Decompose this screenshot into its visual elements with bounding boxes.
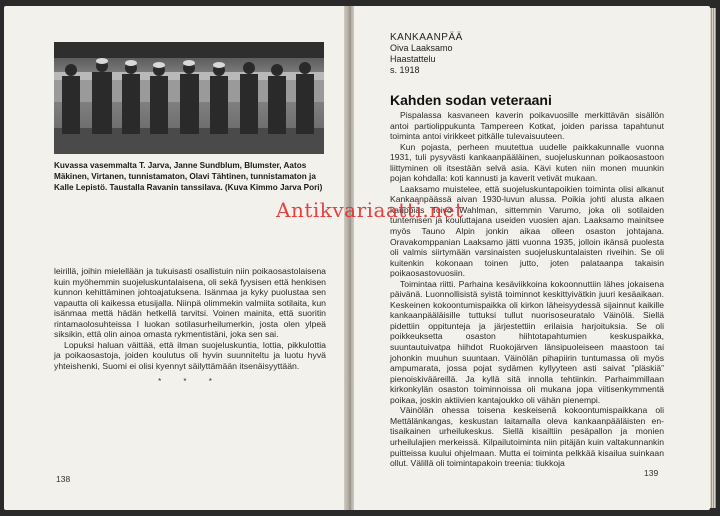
right-page-text [390,110,664,469]
section-separator: * * * [158,377,222,386]
left-page [4,6,346,510]
header-place: KANKAANPÄÄ [390,32,463,43]
photo-caption: Kuvassa vasemmalta T. Jarva, Janne Sundblum, Blumster, Aatos Mäkinen, Virtanen, tunnistamaton, Olavi Tähtinen, tunnistamaton ja Kalle Lepistö. Taustalla Ravanin tanssilava. (Kuva Kimmo Jarva Pori) [54,161,323,192]
header-author: Oiva Laaksamo [390,43,453,53]
right-paragraph: Toimintaa riitti. Parhaina kesäviikkoina kokoonnuttiin lähes jokaisena päivänä. Luonnollisistä syistä toiminnot keskittyivätkin juuri kesäaikaan. Keskeinen kokoontumispaikka oli kirkon läheisyydessä sijainnut kaikille kankaanpääläisille tuttuksi tullut nuorisoseuratalo Väinölä. Siellä pidettiin oppitunteja ja järjestettiin erilaisia harjoituksia. Se oli poikkeuksetta osaston hiihtotapahtumien keskuspaikka, suuntautuivatpa hiihdot Ruokojärven länsipuoleiseen maastoon tai johonkin muuhun suuntaan. Väinölän pihapiirin tuntumassa oli myös ampumarata, jossa pojat sydämen kyllyyteen asti saivat ”pläskiä” pienoiskivääreillä. Ja kyllä sitä innolla tehtiinkin. Parhaimmillaan kirkonkylän osaston toiminnoissa oli mukana jopa viitisenkymmentä poikaa, joskin aktiivien kantajoukko oli vähän pienempi. [390,278,664,405]
right-paragraph: Väinölän ohessa toisena keskeisenä kokoontumispaikkana oli Mettälänkangas, keskustan laitamalla oleva kankaanpääläisten entisaikainen urheilukeskus. Siellä kisailtiin pesäpallon ja monien urheilulajien merkeissä. Kilpailutoiminta niin pitäjän kuin valtakunnankin puitteissa kuului ohjelmaan. Mutta ei toiminta pelkkää kisailua suinkaan ollut. Välillä oli toimintapakoin treenia: tiukkoja [390,405,664,469]
watermark-text: Antikvariaatti.net [276,198,464,222]
group-photo [54,42,324,154]
header-born: s. 1918 [390,65,420,75]
right-paragraph: Pispalassa kasvaneen kaverin poikavuosille merkittävän sisällön antoi partiolippukunta Tampereen Kotkat, joiden parissa tapahtunut toiminta antoi virikkeet pitkälle tulevaisuuteen. [390,110,664,142]
right-page [354,6,710,510]
article-title: Kahden sodan veteraani [390,92,552,108]
right-paragraph: Kun pojasta, perheen muutettua uudelle paikkakunnalle vuonna 1931, tuli pysyvästi kankaanpääläinen, suojeluskunnan poikaosastoon liittyminen oli itsestään selvä asia. Kävi kuten niin monen muunkin pojan kohdalla: koti kannusti ja kaverit vetivät mukaan. [390,141,664,184]
right-paragraph: Laaksamo muistelee, että suojeluskuntapoikien toiminta olisi alkanut Kankaanpäässä aivan 1930-luvun alussa. Poikia johti alusta alkaen kauppias Toivo Wahlman, sittemmin Varumo, joka oli sotilaiden tuntemisen ja kouluttajana useiden vuosien ajan. Laaksamo mainitsee myös Tauno Alpin jonkin aikaa olleen osaston johtajana. Oravakomppanian Laaksamo jätti vuonna 1935, jolloin ikänsä puolesta oli valmis siirtymään varsinaisten suojeluskuntalaisten riveihin. Se oli kuitenkin kokonaan toinen jutto, joten palataanpa takaisin poikaosastovuosiin. [390,183,664,279]
header-type: Haastattelu [390,54,436,64]
left-page-text [54,266,326,388]
article-header [390,32,463,76]
page-number-left: 138 [56,474,71,484]
page-number-right: 139 [644,468,659,478]
left-paragraph: Lopuksi haluan väittää, että ilman suojeluskuntia, lottia, pikkulottia ja poikaosastoja, joiden koulutus oli hyvin suunniteltu ja luotu hyvä yhteishenki, Suomi ei olisi kyennyt säilyttämään itsenäisyyttään. [54,339,326,371]
left-paragraph: leirillä, joihin mielellään ja tukuisasti osallistuin niin poikaosastolaisena kuin myöhemmin suojeluskuntalaisena, oli sekä fyysisen että henkisen kunnon kehittäminen johtoajatuksena. Isänmaa ja kyky puolustaa sen vapautta oli kaikessa etusijalla. Niinpä olimmekin valmiita sotilaita, kun isänmaa mettä hädän hetkellä tarvitsi. Voinen mainita, että suoritin rintamaolosuhteissa I luokan sotilasurheilumerkin, josta olen ylpeä siksikin, että olin ainoa omasta rykmentistäni, joka sen sai. [54,266,326,339]
